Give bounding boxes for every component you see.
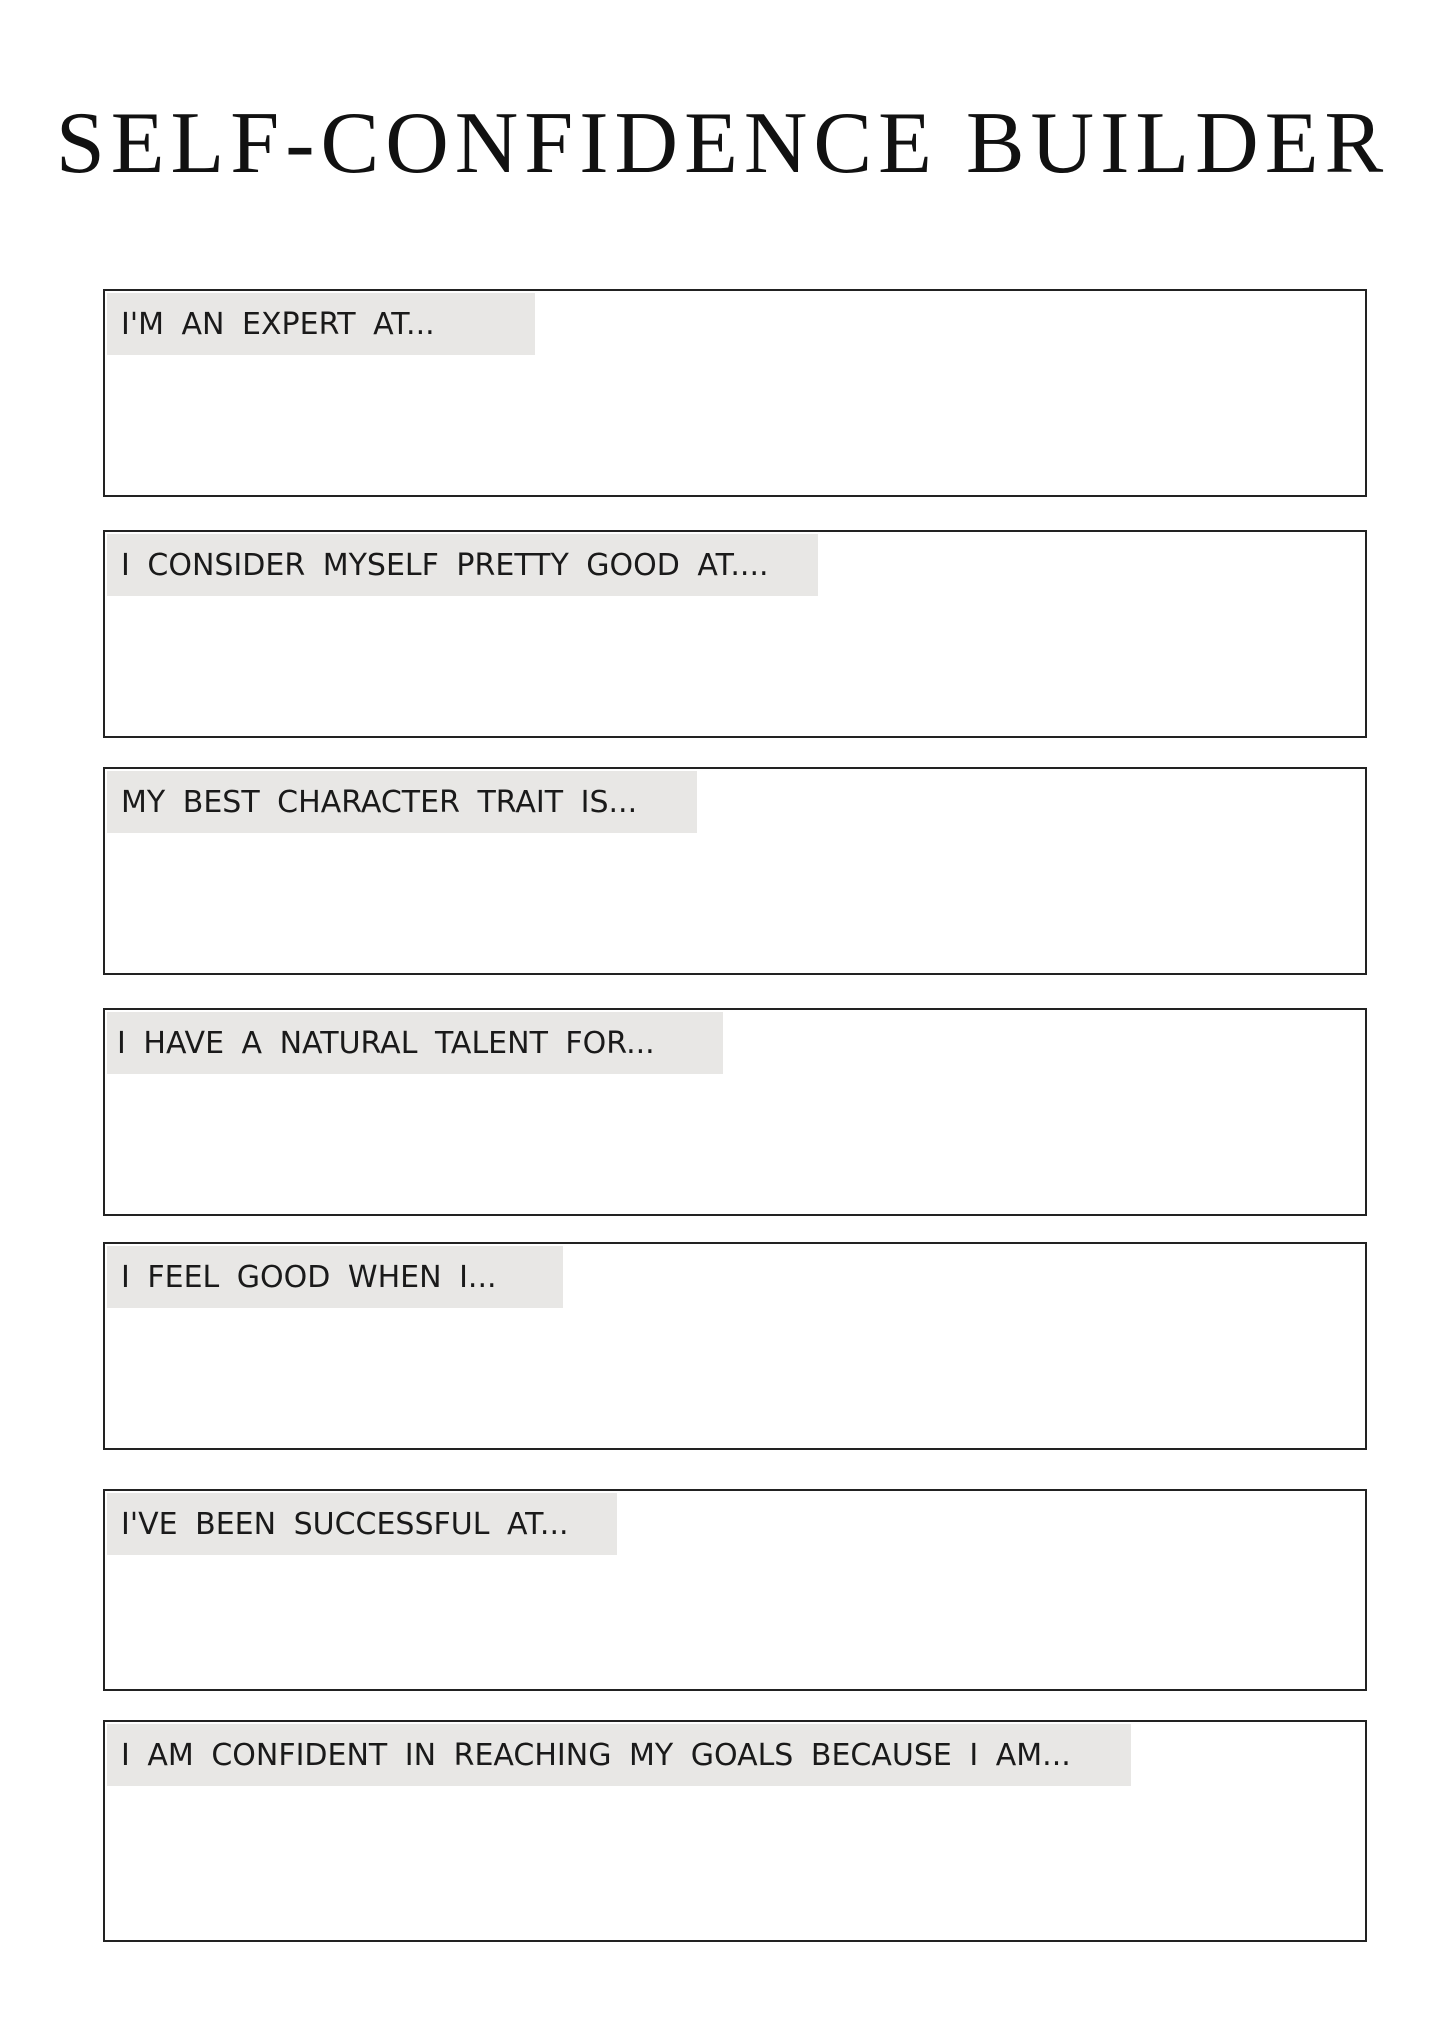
prompt-label: I HAVE A NATURAL TALENT FOR... [107, 1012, 723, 1074]
response-area[interactable] [105, 596, 1365, 736]
response-area[interactable] [105, 1308, 1365, 1448]
response-area[interactable] [105, 833, 1365, 973]
prompt-label: MY BEST CHARACTER TRAIT IS... [107, 771, 697, 833]
response-area[interactable] [105, 1555, 1365, 1689]
response-area[interactable] [105, 355, 1365, 495]
page-title: SELF-CONFIDENCE BUILDER [55, 95, 1390, 192]
prompt-box-confident-goals [103, 1720, 1367, 1942]
response-area[interactable] [105, 1074, 1365, 1214]
prompt-label: I FEEL GOOD WHEN I... [107, 1246, 563, 1308]
prompt-label: I'VE BEEN SUCCESSFUL AT... [107, 1493, 617, 1555]
prompt-label: I AM CONFIDENT IN REACHING MY GOALS BECAUSE I AM... [107, 1724, 1131, 1786]
prompt-box-character-trait [103, 767, 1367, 975]
prompt-box-expert [103, 289, 1367, 497]
prompt-box-feel-good [103, 1242, 1367, 1450]
prompt-box-natural-talent [103, 1008, 1367, 1216]
prompt-box-pretty-good [103, 530, 1367, 738]
response-area[interactable] [105, 1786, 1365, 1940]
prompt-label: I'M AN EXPERT AT... [107, 293, 535, 355]
prompt-box-successful [103, 1489, 1367, 1691]
prompt-label: I CONSIDER MYSELF PRETTY GOOD AT.... [107, 534, 818, 596]
